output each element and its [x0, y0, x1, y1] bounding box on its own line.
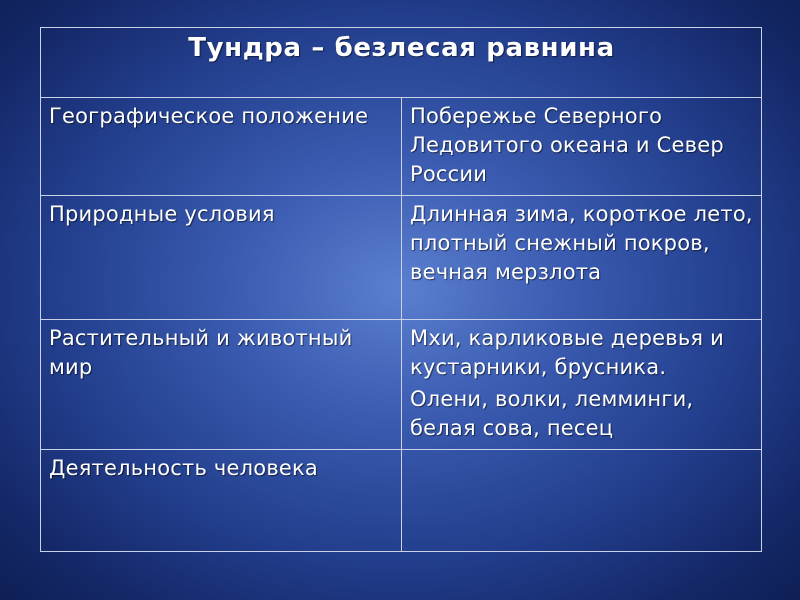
row-label-human-activity: Деятельность человека — [41, 450, 402, 552]
row-value-fauna: Олени, волки, лемминги, белая сова, песец — [410, 387, 694, 440]
row-value-text: Длинная зима, короткое лето, плотный снежный покров, вечная мерзлота — [410, 202, 753, 284]
tundra-table — [40, 27, 762, 552]
slide-title: Тундра – безлесая равнина — [41, 28, 762, 98]
row-value-human-activity — [402, 450, 762, 552]
row-value-flora: Мхи, карликовые деревья и кустарники, брусника. — [410, 326, 724, 379]
row-value-conditions — [402, 196, 762, 320]
row-label-geography: Географическое положение — [41, 98, 402, 196]
row-value-text: Побережье Северного Ледовитого океана и Север России — [410, 104, 724, 186]
row-value-geography — [402, 98, 762, 196]
table-row — [41, 450, 762, 552]
row-value-flora-fauna — [402, 320, 762, 450]
row-label-conditions: Природные условия — [41, 196, 402, 320]
row-label-flora-fauna: Растительный и животный мир — [41, 320, 402, 450]
table-title-row — [41, 28, 762, 98]
table-row — [41, 98, 762, 196]
table-row — [41, 320, 762, 450]
table-row — [41, 196, 762, 320]
